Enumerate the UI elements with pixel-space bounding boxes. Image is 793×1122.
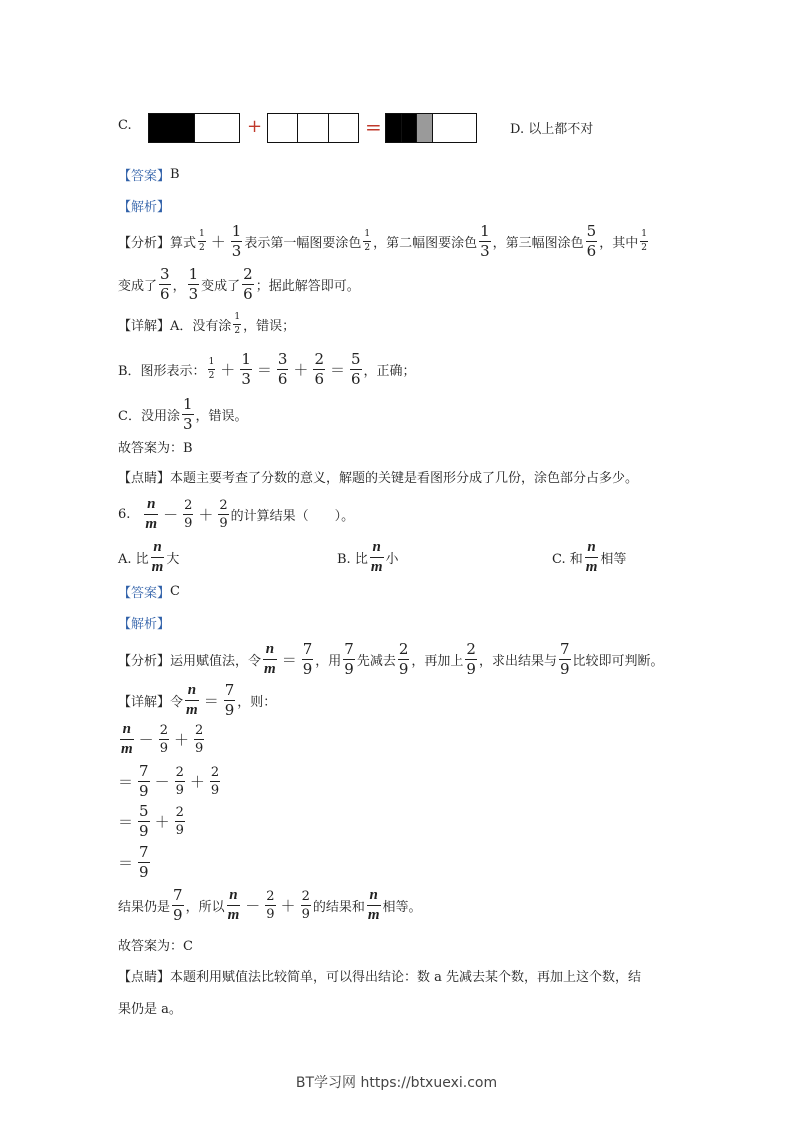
fraction: $\frac{2}{9}$ (301, 889, 310, 922)
fraction: $\frac{n}{m}$ (145, 496, 158, 532)
fraction: $\frac{1}{3}$ (241, 350, 251, 388)
fraction: $\frac{n}{m}$ (186, 682, 198, 718)
fraction: $\frac{n}{m}$ (227, 887, 240, 923)
fraction: $\frac{2}{6}$ (243, 265, 253, 303)
fraction: $\frac{n}{m}$ (370, 539, 383, 575)
fraction: $\frac{1}{2}$ (364, 229, 371, 253)
fraction: $\frac{n}{m}$ (151, 539, 164, 575)
fraction: $\frac{n}{m}$ (585, 539, 598, 575)
fraction: $\frac{7}{9}$ (173, 886, 183, 924)
fraction: $\frac{7}{9}$ (139, 843, 149, 881)
q6-fenxi: 【分析】 运用赋值法，令 $\frac{n}{m}$ ＝ $\frac{7}{9}$ ，用 $\frac{7}{9}$ 先减去 $\frac{2}{9}$ ，再加上 $\frac{2}{9}$ ，求出结果与 $\frac{7}{9}$ 比较即可判断。 (118, 640, 664, 678)
fraction: $\frac{5}{6}$ (351, 350, 361, 388)
q5-xiangjie-a: 【详解】 A．没有涂 $\frac{1}{2}$ ，错误； (118, 312, 296, 336)
fraction: $\frac{3}{6}$ (160, 265, 170, 303)
fraction: $\frac{1}{2}$ (208, 357, 215, 381)
figure-halves (148, 113, 240, 143)
fraction: $\frac{2}{9}$ (159, 723, 168, 756)
q6-step2: ＝ $\frac{7}{9}$ － $\frac{2}{9}$ ＋ $\frac{2}{9}$ (118, 762, 220, 800)
footer-watermark: BT学习网 https://btxuexi.com (295, 1075, 498, 1091)
fraction: $\frac{n}{m}$ (121, 721, 133, 757)
fraction: $\frac{2}{9}$ (210, 765, 220, 798)
q6-stem: 6. $\frac{n}{m}$ － $\frac{2}{9}$ ＋ $\frac{2}{9}$ 的计算结果（ ）。 (118, 496, 355, 532)
fraction: $\frac{7}{9}$ (139, 762, 149, 800)
fraction: $\frac{n}{m}$ (367, 887, 380, 923)
q5-xiangjie-c: C．没用涂 $\frac{1}{3}$ ，错误。 (118, 395, 248, 433)
fraction: $\frac{7}{9}$ (344, 640, 354, 678)
plus-sign: + (247, 116, 263, 137)
q6-dianjing-line1: 【点睛】 本题利用赋值法比较简单，可以得出结论：数 a 先减去某个数，再加上这个数，结 (118, 970, 642, 985)
fraction: $\frac{2}{9}$ (398, 640, 409, 678)
fraction: $\frac{5}{9}$ (139, 802, 149, 840)
q5-fenxi-line1: 【分析】 算式 $\frac{1}{2}$ ＋ $\frac{1}{3}$ 表示第一幅图要涂色 $\frac{1}{2}$ ，第二幅图要涂色 $\frac{1}{3}$ ，第三幅图涂色 $\frac{5}{6}$ ，其中 $\frac{1}{2}$ (118, 222, 647, 260)
fraction: $\frac{1}{2}$ (199, 229, 205, 253)
fraction: $\frac{2}{9}$ (266, 889, 275, 922)
option-c-label: C. (118, 118, 132, 133)
fraction: $\frac{2}{9}$ (466, 640, 476, 678)
equals-sign: = (365, 115, 382, 139)
q6-option-c: C. 和 $\frac{n}{m}$ 相等 (552, 539, 627, 575)
q6-step3: ＝ $\frac{5}{9}$ ＋ $\frac{2}{9}$ (118, 802, 184, 840)
fraction: $\frac{1}{3}$ (182, 395, 193, 433)
q5-xiangjie-b: B．图形表示： $\frac{1}{2}$ ＋ $\frac{1}{3}$ ＝ $\frac{3}{6}$ ＋ $\frac{2}{6}$ ＝ $\frac{5}{6}$ ，正确； (118, 350, 416, 388)
q6-answer: 【答案】 C (118, 584, 180, 601)
fraction: $\frac{2}{6}$ (314, 350, 324, 388)
q6-conclusion: 故答案为：C (118, 939, 193, 954)
figure-thirds (267, 113, 359, 143)
q6-step1: $\frac{n}{m}$ － $\frac{2}{9}$ ＋ $\frac{2}{9}$ (121, 721, 204, 757)
fraction: $\frac{2}{9}$ (219, 498, 228, 531)
fraction: $\frac{2}{9}$ (175, 805, 184, 838)
q6-xiangjie: 【详解】 令 $\frac{n}{m}$ ＝ $\frac{7}{9}$ ，则： (118, 681, 277, 719)
option-d: D. 以上都不对 (510, 122, 594, 137)
fraction: $\frac{7}{9}$ (559, 640, 570, 678)
figure-sixths (385, 113, 477, 143)
fraction: $\frac{n}{m}$ (264, 641, 276, 677)
fraction: $\frac{5}{6}$ (586, 222, 597, 260)
fraction: $\frac{2}{9}$ (175, 765, 184, 798)
q5-conclusion: 故答案为：B (118, 441, 193, 456)
fraction: $\frac{7}{9}$ (224, 681, 235, 719)
fraction: $\frac{1}{3}$ (188, 265, 199, 303)
fraction: $\frac{3}{6}$ (277, 350, 288, 388)
q6-step4: ＝ $\frac{7}{9}$ (118, 843, 149, 881)
q5-fenxi-line2: 变成了 $\frac{3}{6}$ ， $\frac{1}{3}$ 变成了 $\frac{2}{6}$ ；据此解答即可。 (118, 265, 360, 303)
fraction: $\frac{7}{9}$ (302, 640, 313, 678)
fraction: $\frac{1}{2}$ (234, 312, 241, 336)
q6-option-b: B. 比 $\frac{n}{m}$ 小 (337, 539, 399, 575)
fraction: $\frac{2}{9}$ (184, 498, 193, 531)
q6-result: 结果仍是 $\frac{7}{9}$ ，所以 $\frac{n}{m}$ － $\frac{2}{9}$ ＋ $\frac{2}{9}$ 的结果和 $\frac{n}{m}$ 相等。 (118, 886, 422, 924)
q5-dianjing: 【点睛】 本题主要考查了分数的意义，解题的关键是看图形分成了几份，涂色部分占多少。 (118, 471, 639, 486)
q5-analysis-tag: 【解析】 (118, 200, 171, 215)
q6-option-a: A. 比 $\frac{n}{m}$ 大 (118, 539, 180, 575)
q6-dianjing-line2: 果仍是 a。 (118, 1002, 182, 1017)
q6-analysis-tag: 【解析】 (118, 617, 171, 632)
fraction: $\frac{1}{2}$ (641, 229, 647, 253)
fraction: $\frac{1}{3}$ (231, 222, 242, 260)
fraction: $\frac{1}{3}$ (480, 222, 490, 260)
fraction: $\frac{2}{9}$ (194, 723, 204, 756)
q5-answer: 【答案】 B (118, 167, 180, 184)
